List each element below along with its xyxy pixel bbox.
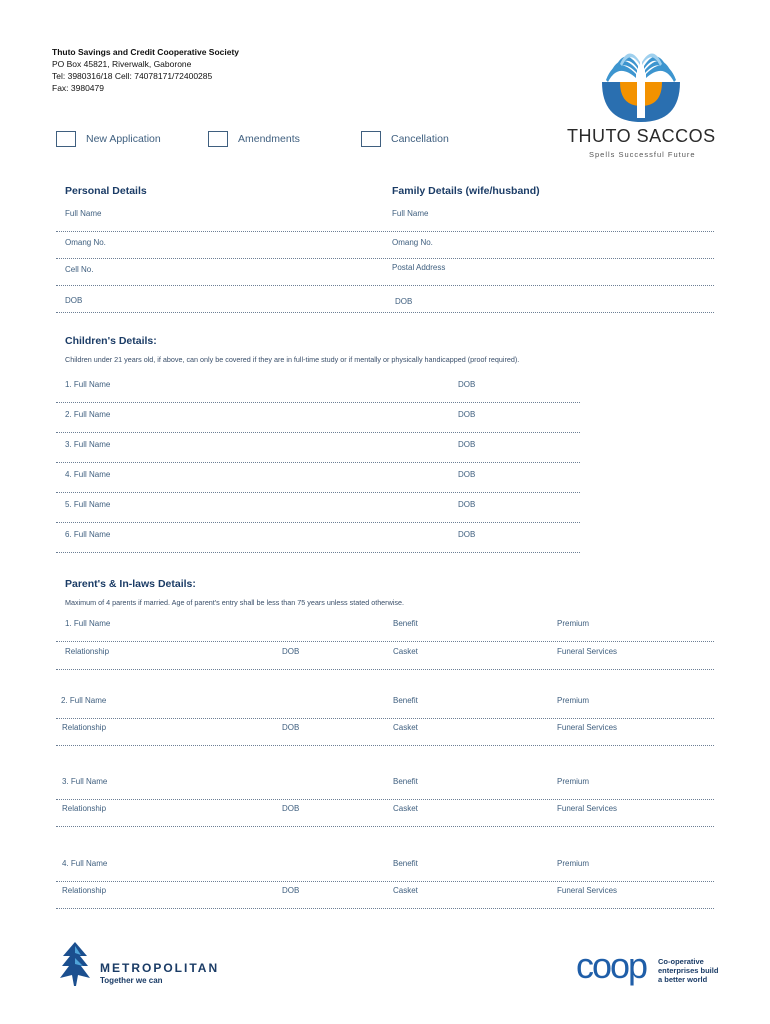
- parent-2-funeral-label: Funeral Services: [557, 723, 618, 732]
- parent-1-funeral-label: Funeral Services: [557, 647, 618, 656]
- parent-3-relationship-line[interactable]: [56, 826, 714, 827]
- family-details-title: Family Details (wife/husband): [392, 185, 540, 197]
- personal-dob-label: DOB: [65, 296, 83, 305]
- parent-4-relationship-line[interactable]: [56, 908, 714, 909]
- metropolitan-tagline: Together we can: [100, 976, 163, 985]
- parent-1-name-line[interactable]: [56, 641, 714, 642]
- parent-1-premium-label: Premium: [557, 619, 590, 628]
- child-5-full-name-label: 5. Full Name: [65, 500, 111, 509]
- parent-1-benefit-label: Benefit: [393, 619, 418, 628]
- checkbox-box[interactable]: [208, 131, 228, 147]
- checkbox-cancellation[interactable]: [361, 130, 449, 148]
- child-3-dob-label: DOB: [458, 440, 476, 449]
- child-3-full-name-label: 3. Full Name: [65, 440, 111, 449]
- coop-tagline-line-3: a better world: [658, 975, 708, 984]
- parent-4-relationship-label: Relationship: [62, 886, 107, 895]
- logo-tagline: Spells Successful Future: [589, 150, 696, 159]
- child-6-full-name-label: 6. Full Name: [65, 530, 111, 539]
- parent-3-dob-label: DOB: [282, 804, 300, 813]
- child-4-dob-label: DOB: [458, 470, 476, 479]
- parent-2-premium-label: Premium: [557, 696, 590, 705]
- checkbox-new-application[interactable]: [56, 130, 161, 148]
- parent-2-dob-label: DOB: [282, 723, 300, 732]
- coop-tagline-line-2: enterprises build: [658, 966, 719, 975]
- family-postal-label: Postal Address: [392, 263, 446, 272]
- parent-3-benefit-label: Benefit: [393, 777, 418, 786]
- po-box: PO Box 45821, Riverwalk, Gaborone: [52, 59, 192, 69]
- full-name-field-line[interactable]: [56, 231, 714, 232]
- metropolitan-wordmark: METROPOLITAN: [100, 961, 220, 975]
- parent-3-premium-label: Premium: [557, 777, 590, 786]
- child-6-dob-label: DOB: [458, 530, 476, 539]
- family-full-name-label: Full Name: [392, 209, 429, 218]
- parent-4-premium-label: Premium: [557, 859, 590, 868]
- omang-field-line[interactable]: [56, 258, 714, 259]
- parent-2-casket-label: Casket: [393, 723, 418, 732]
- metropolitan-logo-icon: [54, 942, 96, 986]
- child-4-field-line[interactable]: [56, 492, 580, 493]
- personal-cell-label: Cell No.: [65, 265, 94, 274]
- cell-postal-field-line[interactable]: [56, 285, 714, 286]
- parents-note: Maximum of 4 parents if married. Age of parent's entry shall be less than 75 years unless stated otherwise.: [65, 598, 404, 607]
- logo-name: THUTO SACCOS: [567, 126, 716, 146]
- family-dob-label: DOB: [395, 297, 413, 306]
- parent-4-name-line[interactable]: [56, 881, 714, 882]
- checkbox-box[interactable]: [361, 131, 381, 147]
- checkbox-label: New Application: [86, 133, 161, 145]
- child-4-full-name-label: 4. Full Name: [65, 470, 111, 479]
- parent-3-relationship-label: Relationship: [62, 804, 107, 813]
- parent-2-relationship-line[interactable]: [56, 745, 714, 746]
- parent-3-name-line[interactable]: [56, 799, 714, 800]
- coop-tagline-line-1: Co-operative: [658, 957, 704, 966]
- coop-logo-icon: coop: [576, 945, 647, 986]
- child-3-field-line[interactable]: [56, 462, 580, 463]
- child-1-field-line[interactable]: [56, 402, 580, 403]
- telephone: Tel: 3980316/18 Cell: 74078171/72400285: [52, 71, 213, 81]
- parent-1-casket-label: Casket: [393, 647, 418, 656]
- child-1-full-name-label: 1. Full Name: [65, 380, 111, 389]
- child-2-full-name-label: 2. Full Name: [65, 410, 111, 419]
- family-omang-label: Omang No.: [392, 238, 433, 247]
- parent-1-dob-label: DOB: [282, 647, 300, 656]
- children-details-title: Children's Details:: [65, 335, 157, 347]
- checkbox-label: Cancellation: [391, 133, 449, 145]
- child-2-dob-label: DOB: [458, 410, 476, 419]
- parent-2-benefit-label: Benefit: [393, 696, 418, 705]
- checkbox-label: Amendments: [238, 133, 300, 145]
- parent-4-dob-label: DOB: [282, 886, 300, 895]
- parent-3-casket-label: Casket: [393, 804, 418, 813]
- parent-2-relationship-label: Relationship: [62, 723, 107, 732]
- parent-4-benefit-label: Benefit: [393, 859, 418, 868]
- fax: Fax: 3980479: [52, 83, 104, 93]
- parent-1-relationship-line[interactable]: [56, 669, 714, 670]
- parent-3-funeral-label: Funeral Services: [557, 804, 618, 813]
- personal-details-title: Personal Details: [65, 185, 147, 197]
- parent-1-relationship-label: Relationship: [65, 647, 110, 656]
- parent-4-casket-label: Casket: [393, 886, 418, 895]
- child-6-field-line[interactable]: [56, 552, 580, 553]
- dob-field-line[interactable]: [56, 312, 714, 313]
- checkbox-box[interactable]: [56, 131, 76, 147]
- thuto-saccos-logo-icon: [596, 44, 686, 124]
- parent-1-full-name-label: 1. Full Name: [65, 619, 111, 628]
- parent-2-full-name-label: 2. Full Name: [61, 696, 107, 705]
- parent-3-full-name-label: 3. Full Name: [62, 777, 108, 786]
- child-5-dob-label: DOB: [458, 500, 476, 509]
- parents-details-title: Parent's & In-laws Details:: [65, 578, 196, 590]
- children-note: Children under 21 years old, if above, can only be covered if they are in full-time study or if mentally or physically handicapped (proof required).: [65, 355, 520, 364]
- personal-omang-label: Omang No.: [65, 238, 106, 247]
- checkbox-amendments[interactable]: [208, 130, 300, 148]
- child-5-field-line[interactable]: [56, 522, 580, 523]
- child-1-dob-label: DOB: [458, 380, 476, 389]
- parent-2-name-line[interactable]: [56, 718, 714, 719]
- parent-4-funeral-label: Funeral Services: [557, 886, 618, 895]
- child-2-field-line[interactable]: [56, 432, 580, 433]
- org-name: Thuto Savings and Credit Cooperative Society: [52, 47, 240, 57]
- parent-4-full-name-label: 4. Full Name: [62, 859, 108, 868]
- personal-full-name-label: Full Name: [65, 209, 102, 218]
